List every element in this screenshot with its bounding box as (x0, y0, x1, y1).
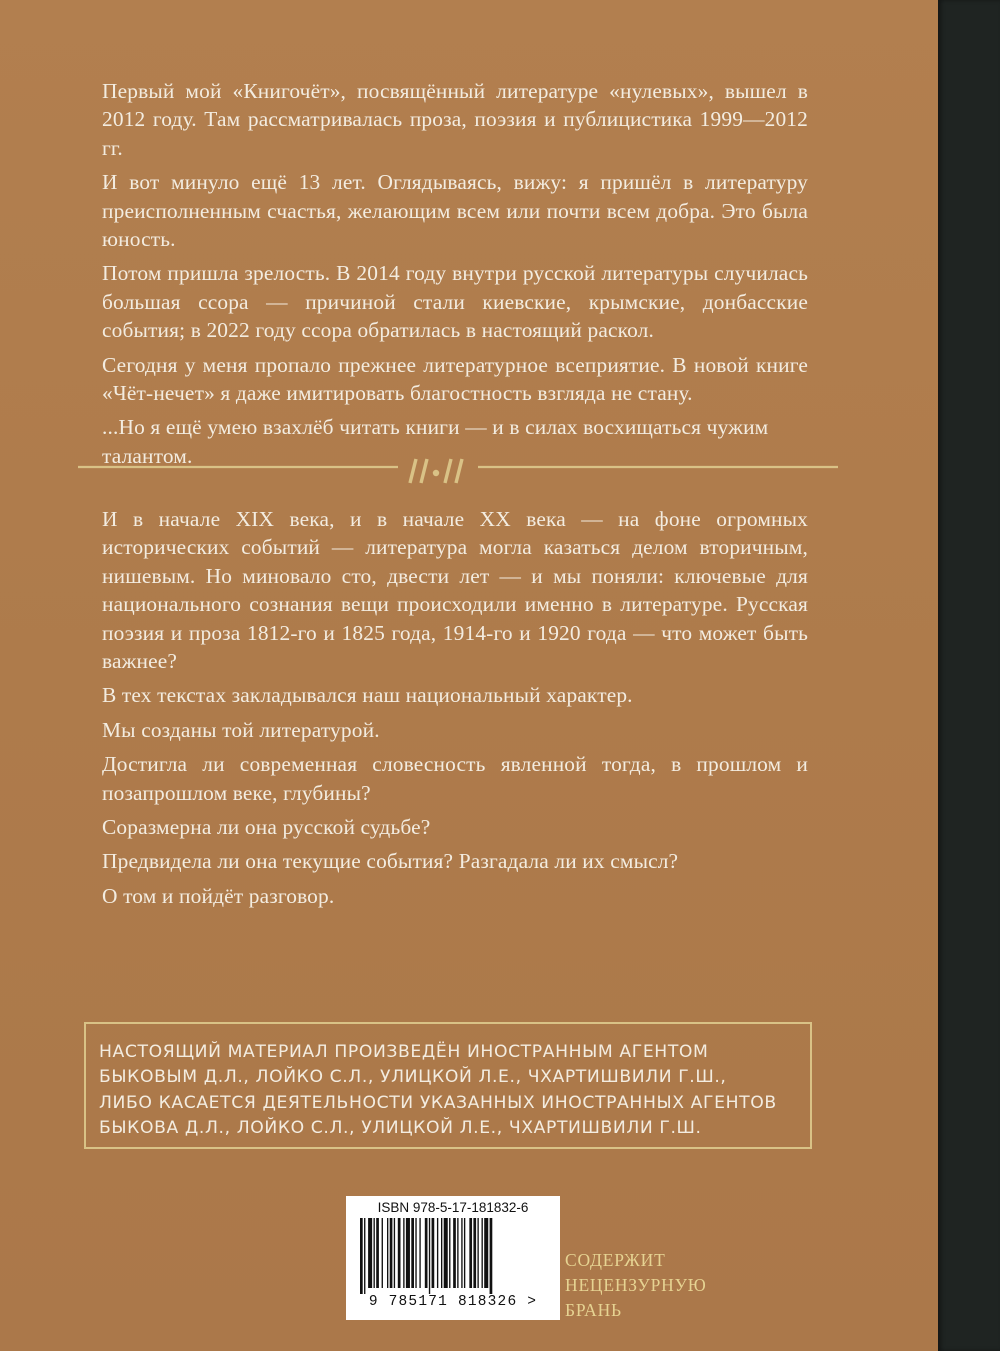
barcode-bar (461, 1218, 462, 1288)
paragraph: И в начале XIX века, и в начале XX века — на фоне огромных исторических событий — литература могла казаться делом вторичным, нишевым. Но миновало сто, двести лет — и мы поняли: ключевые для национального сознания вещи происходили именно в литературе. Русская поэзия и проза 1812-го и 1825 года, 1914-го и 1920 года — что может быть важнее? (102, 507, 808, 674)
barcode-bar (390, 1218, 393, 1288)
ornament-divider (78, 455, 838, 491)
notice-line: ЛИБО КАСАЕТСЯ ДЕЯТЕЛЬНОСТИ УКАЗАННЫХ ИНОСТРАННЫХ АГЕНТОВ (99, 1092, 777, 1113)
notice-line: БЫКОВА Д.Л., ЛОЙКО С.Л., УЛИЦКОЙ Л.Е., ЧХАРТИШВИЛИ Г.Ш. (99, 1118, 702, 1139)
paragraph: Предвидела ли она текущие события? Разгадала ли их смысл? (102, 849, 679, 874)
barcode-bar (457, 1218, 458, 1288)
foreign-agent-notice (84, 1022, 812, 1149)
notice-line: НАСТОЯЩИЙ МАТЕРИАЛ ПРОИЗВЕДЁН ИНОСТРАННЫМ АГЕНТОМ (99, 1042, 709, 1062)
barcode-bar (464, 1218, 465, 1288)
barcode-bar (376, 1218, 379, 1288)
barcode-bar (387, 1218, 388, 1288)
barcode-bar (415, 1218, 416, 1288)
barcode-bar (432, 1218, 435, 1288)
isbn-label: ISBN 978-5-17-181832-6 (377, 1200, 529, 1215)
paragraph: Потом пришла зрелость. В 2014 году внутри русской литературы случилась большая ссора — причиной стали киевские, крымские, донбасские события; в 2022 году ссора обратилась в настоящий раскол. (102, 261, 808, 343)
barcode-bar (444, 1218, 448, 1288)
annotation-block-2 (102, 505, 808, 916)
barcode-bar (364, 1218, 365, 1294)
paragraph: Достигла ли современная словесность явленной тогда, в прошлом и позапрошлом веке, глубины? (102, 752, 808, 805)
paragraph: И вот минуло ещё 13 лет. Оглядываясь, вижу: я пришёл в литературу преисполненным счастья, желающим всем или почти всем добра. Это была юность. (102, 170, 808, 252)
barcode-bar (403, 1218, 404, 1288)
barcode-bar (441, 1218, 442, 1288)
barcode-bar (368, 1218, 372, 1288)
barcode-bar (394, 1218, 395, 1288)
barcode-bar (398, 1218, 401, 1288)
barcode-bar (490, 1218, 493, 1294)
paragraph: ...Но я ещё умею взахлёб читать книги — и в силах восхищаться чужим талантом. (102, 415, 769, 468)
profanity-warning (565, 1248, 707, 1323)
isbn-barcode (346, 1196, 560, 1320)
barcode-bar (419, 1218, 420, 1288)
barcode-bar (477, 1218, 478, 1288)
warning-line: НЕЦЕНЗУРНУЮ (565, 1275, 707, 1295)
divider-glyph (410, 459, 462, 483)
paragraph: Мы созданы той литературой. (102, 717, 380, 742)
paragraph: Сегодня у меня пропало прежнее литературное всеприятие. В новой книге «Чёт-нечет» я даже имитировать благостность взгляда не стану. (102, 352, 808, 406)
barcode-bar (411, 1218, 414, 1288)
paragraph: В тех текстах закладывался наш национальный характер. (102, 683, 633, 708)
barcode-bar (425, 1218, 428, 1288)
barcode-bar (360, 1218, 363, 1294)
paragraph: Соразмерна ли она русской судьбе? (102, 815, 431, 840)
barcode-bar (429, 1218, 430, 1294)
warning-line: БРАНЬ (565, 1300, 622, 1320)
barcode-bar (374, 1218, 375, 1288)
barcode-bar (482, 1218, 483, 1288)
barcode-digits: 9 785171 818326 > (368, 1294, 538, 1310)
barcode-bar (469, 1218, 472, 1288)
book-spine (938, 0, 1000, 1351)
barcode-bar (406, 1218, 410, 1288)
paragraph: Первый мой «Книгочёт», посвящённый литературе «нулевых», вышел в 2012 году. Там рассматривалась проза, поэзия и публицистика 1999—2012 гг. (102, 79, 808, 160)
barcode-bar (437, 1218, 438, 1288)
barcode-bar (453, 1218, 456, 1288)
annotation-block-1 (102, 77, 808, 476)
barcode-bar (382, 1218, 383, 1288)
notice-line: БЫКОВЫМ Д.Л., ЛОЙКО С.Л., УЛИЦКОЙ Л.Е., ЧХАРТИШВИЛИ Г.Ш., (99, 1067, 727, 1088)
barcode-bar (449, 1218, 450, 1288)
barcode-bar (473, 1218, 476, 1288)
paragraph: О том и пойдёт разговор. (102, 883, 335, 908)
warning-line: СОДЕРЖИТ (565, 1250, 666, 1270)
barcode-bars (356, 1218, 550, 1294)
barcode-bar (484, 1218, 488, 1288)
